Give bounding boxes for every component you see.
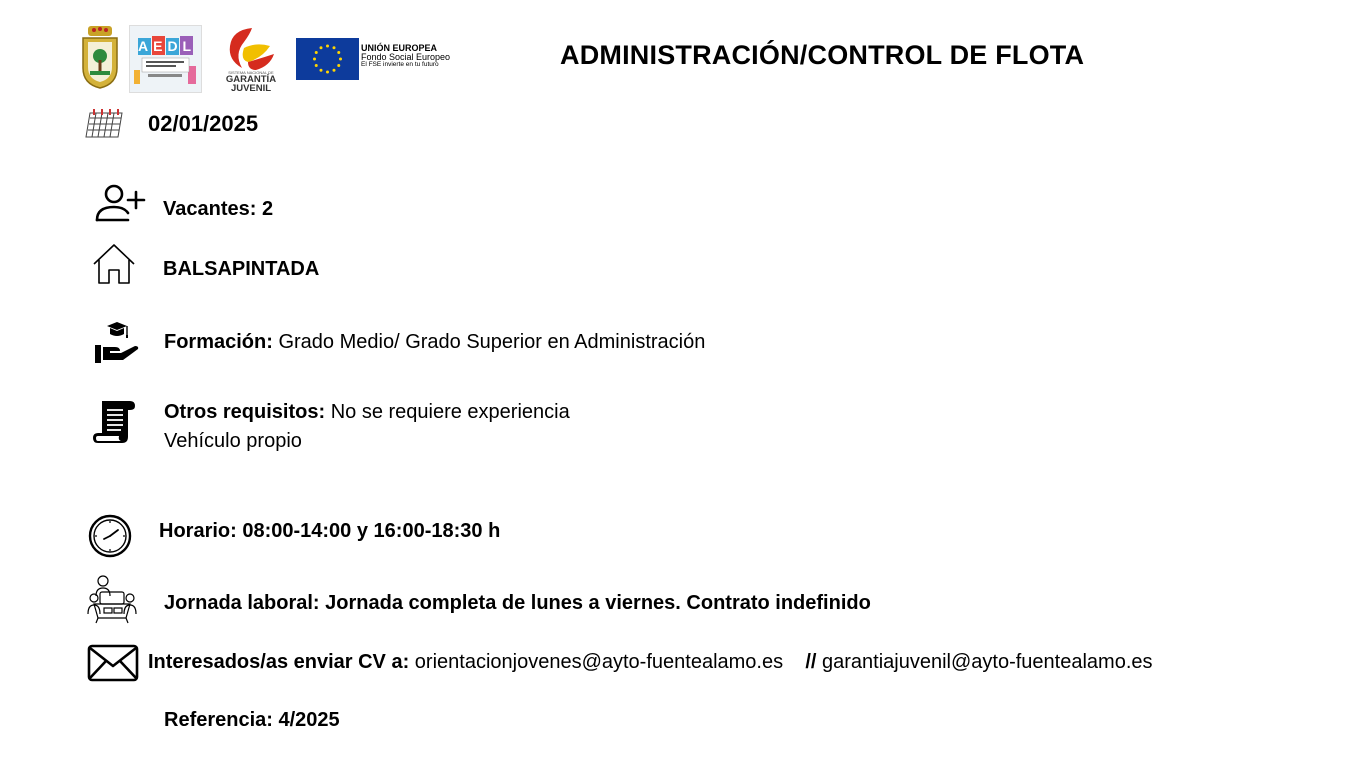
garantia-juvenil-text: [225, 71, 277, 93]
eu-star-icon: [320, 46, 323, 49]
home-icon: [92, 243, 136, 285]
location-text: BALSAPINTADA: [163, 258, 320, 280]
mail-icon: [87, 644, 139, 682]
page-title: ADMINISTRACIÓN/CONTROL DE FLOTA: [560, 40, 1085, 70]
eu-star-icon: [337, 64, 340, 67]
calendar-icon: [84, 107, 124, 139]
otros-value1: No se requiere experiencia: [325, 401, 570, 423]
aedl-logo: [129, 25, 202, 93]
eu-star-icon: [339, 58, 342, 61]
aedl-letters: AEDL: [138, 38, 197, 54]
eu-star-icon: [333, 69, 336, 72]
scroll-icon: [92, 399, 136, 445]
clock-icon: [88, 514, 132, 558]
eu-star-icon: [326, 71, 329, 74]
eu-line1: UNIÓN EUROPEA: [361, 43, 438, 53]
eu-star-icon: [333, 46, 336, 49]
formacion-label: Formación:: [164, 331, 273, 353]
meeting-icon: [86, 574, 138, 624]
eu-text: [361, 44, 450, 69]
offer-date: 02/01/2025: [148, 111, 259, 136]
eu-star-icon: [313, 58, 316, 61]
garantia-line2: JUVENIL: [230, 82, 272, 94]
education-hand-icon: [93, 318, 141, 366]
contact-separator: //: [783, 651, 817, 673]
add-user-icon: [94, 183, 146, 223]
eu-star-icon: [315, 51, 318, 54]
eu-star-icon: [320, 69, 323, 72]
formacion-value: Grado Medio/ Grado Superior en Administración: [272, 331, 706, 353]
eu-line3: El FSE invierte en tu futuro: [361, 61, 439, 68]
otros-label: Otros requisitos:: [164, 401, 326, 423]
contact-text: [148, 651, 1153, 674]
contact-email-1[interactable]: orientacionjovenes@ayto-fuentealamo.es: [409, 651, 784, 673]
otros-value2: Vehículo propio: [164, 430, 302, 452]
eu-star-icon: [337, 51, 340, 54]
referencia-text: Referencia: 4/2025: [164, 709, 340, 731]
garantia-small-text: SISTEMA NACIONAL DE: [228, 70, 274, 75]
eu-star-icon: [326, 45, 329, 48]
contact-email-2[interactable]: garantiajuvenil@ayto-fuentealamo.es: [816, 651, 1153, 673]
formacion-text: [164, 331, 705, 354]
eu-line2: Fondo Social Europeo: [361, 52, 451, 62]
eu-flag-icon: [296, 38, 359, 80]
contact-label: Interesados/as enviar CV a:: [148, 651, 410, 673]
otros-requisitos-text: [164, 401, 570, 424]
garantia-line1: GARANTÍA: [225, 73, 277, 85]
coat-of-arms-icon: [80, 24, 120, 90]
eu-star-icon: [315, 64, 318, 67]
jornada-text: Jornada laboral: Jornada completa de lunes a viernes. Contrato indefinido: [164, 592, 871, 614]
garantia-juvenil-logo: [222, 24, 280, 72]
horario-text: Horario: 08:00-14:00 y 16:00-18:30 h: [159, 520, 501, 542]
vacantes-text: Vacantes: 2: [163, 198, 274, 220]
